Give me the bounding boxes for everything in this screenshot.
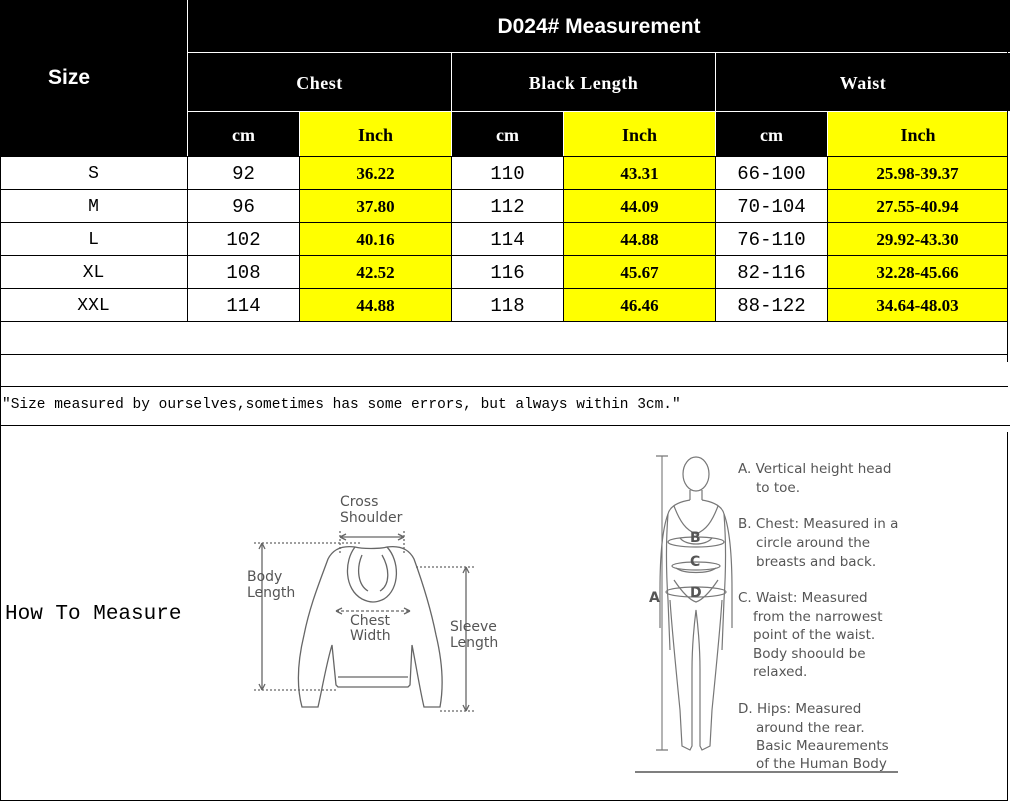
- note-a-line: to toe.: [756, 480, 800, 496]
- note-a-line: A. Vertical height head: [738, 461, 892, 477]
- chest-group-header: Chest: [188, 53, 451, 111]
- chest-width-label: Chest: [350, 613, 391, 629]
- waist-cm-cell: 76-110: [716, 223, 828, 255]
- table-divider: [0, 156, 1008, 157]
- note-d-line: D. Hips: Measured: [738, 701, 862, 717]
- cross-shoulder-label: Shoulder: [340, 510, 403, 526]
- waist-inch-cell: 27.55-40.94: [828, 190, 1008, 222]
- chest-cm-cell: 102: [188, 223, 300, 255]
- sleeve-length-label: Length: [450, 635, 499, 651]
- svg-text:Chest Width: [350, 613, 395, 644]
- chest-cm-header: cm: [188, 112, 299, 156]
- length-cm-cell: 116: [452, 256, 564, 288]
- svg-text:A. Vertical height head to: [738, 461, 896, 496]
- waist-inch-cell: 34.64-48.03: [828, 289, 1008, 321]
- table-row: [0, 157, 1008, 190]
- length-cm-cell: 118: [452, 289, 564, 321]
- body-length-label: Length: [247, 585, 296, 601]
- size-cell: S: [0, 157, 188, 189]
- svg-text:B. Chest: Measured in a ci: [738, 516, 903, 570]
- length-cm-header: cm: [452, 112, 563, 156]
- note-c-line: Body shoould be: [753, 646, 866, 662]
- cross-shoulder-label: Cross: [340, 494, 379, 510]
- size-header-cell: [0, 0, 187, 156]
- note-d-line: of the Human Body: [756, 756, 887, 772]
- note-c-line: C. Waist: Measured: [738, 590, 868, 606]
- note-d-line: around the rear.: [756, 720, 865, 736]
- note-b-line: circle around the: [756, 535, 871, 551]
- table-divider: [0, 354, 1008, 355]
- length-inch-cell: 44.88: [564, 223, 716, 255]
- waist-inch-cell: 25.98-39.37: [828, 157, 1008, 189]
- note-c-line: point of the waist.: [753, 627, 876, 643]
- length-inch-cell: 46.46: [564, 289, 716, 321]
- waist-inch-cell: 32.28-45.66: [828, 256, 1008, 288]
- svg-text:Sleeve Length: [450, 619, 501, 651]
- marker-c: C: [690, 554, 701, 570]
- body-length-label: Body: [247, 569, 283, 585]
- marker-b: B: [690, 530, 701, 546]
- waist-inch-header: Inch: [828, 112, 1008, 156]
- table-divider: [0, 425, 1010, 426]
- chest-inch-header: Inch: [300, 112, 451, 156]
- svg-text:D. Hips: Measured around t: [738, 701, 893, 772]
- size-cell: XL: [0, 256, 188, 288]
- how-to-measure-label: How To Measure: [5, 603, 182, 626]
- svg-text:Body Length: [247, 569, 295, 601]
- size-header-label: Size: [48, 66, 91, 89]
- length-cm-cell: 110: [452, 157, 564, 189]
- note-b-line: breasts and back.: [756, 554, 877, 570]
- length-cm-cell: 114: [452, 223, 564, 255]
- note-c-line: from the narrowest: [753, 609, 883, 625]
- size-cell: L: [0, 223, 188, 255]
- note-c-line: relaxed.: [753, 664, 808, 680]
- waist-cm-cell: 66-100: [716, 157, 828, 189]
- table-row: [0, 289, 1008, 322]
- table-row: [0, 256, 1008, 289]
- waist-inch-cell: 29.92-43.30: [828, 223, 1008, 255]
- chest-cm-cell: 96: [188, 190, 300, 222]
- length-cm-cell: 112: [452, 190, 564, 222]
- waist-group-header: Waist: [716, 53, 1010, 111]
- chest-inch-cell: 40.16: [300, 223, 452, 255]
- sleeve-length-label: Sleeve: [450, 619, 497, 635]
- measurement-note: ″Size measured by ourselves,sometimes has some errors, but always within 3cm.″: [2, 397, 681, 413]
- note-d-line: Basic Meaurements: [756, 738, 889, 754]
- size-cell: XXL: [0, 289, 188, 321]
- length-group-header: Black Length: [452, 53, 715, 111]
- svg-text:C. Waist: Measured from th: [738, 590, 887, 680]
- waist-cm-cell: 82-116: [716, 256, 828, 288]
- table-divider: [0, 386, 1008, 387]
- waist-cm-cell: 88-122: [716, 289, 828, 321]
- body-measure-diagram: [630, 450, 910, 780]
- section-border: [1007, 432, 1008, 800]
- chest-width-label: Width: [350, 628, 391, 644]
- note-b-line: B. Chest: Measured in a: [738, 516, 899, 532]
- size-cell: M: [0, 190, 188, 222]
- marker-d: D: [690, 585, 702, 601]
- chest-inch-cell: 36.22: [300, 157, 452, 189]
- svg-text:Cross Shoulder: [340, 494, 403, 526]
- length-inch-cell: 45.67: [564, 256, 716, 288]
- chest-cm-cell: 92: [188, 157, 300, 189]
- chest-cm-cell: 114: [188, 289, 300, 321]
- table-divider: [1007, 0, 1008, 362]
- waist-cm-cell: 70-104: [716, 190, 828, 222]
- marker-a: A: [649, 590, 660, 606]
- garment-measure-diagram: [240, 485, 510, 720]
- chest-inch-cell: 42.52: [300, 256, 452, 288]
- table-row: [0, 223, 1008, 256]
- length-inch-header: Inch: [564, 112, 715, 156]
- section-border: [0, 800, 1008, 801]
- table-title: D024# Measurement: [188, 0, 1010, 52]
- section-border: [0, 426, 1, 800]
- length-inch-cell: 43.31: [564, 157, 716, 189]
- chest-inch-cell: 37.80: [300, 190, 452, 222]
- table-row: [0, 190, 1008, 223]
- waist-cm-header: cm: [716, 112, 827, 156]
- length-inch-cell: 44.09: [564, 190, 716, 222]
- chest-cm-cell: 108: [188, 256, 300, 288]
- chest-inch-cell: 44.88: [300, 289, 452, 321]
